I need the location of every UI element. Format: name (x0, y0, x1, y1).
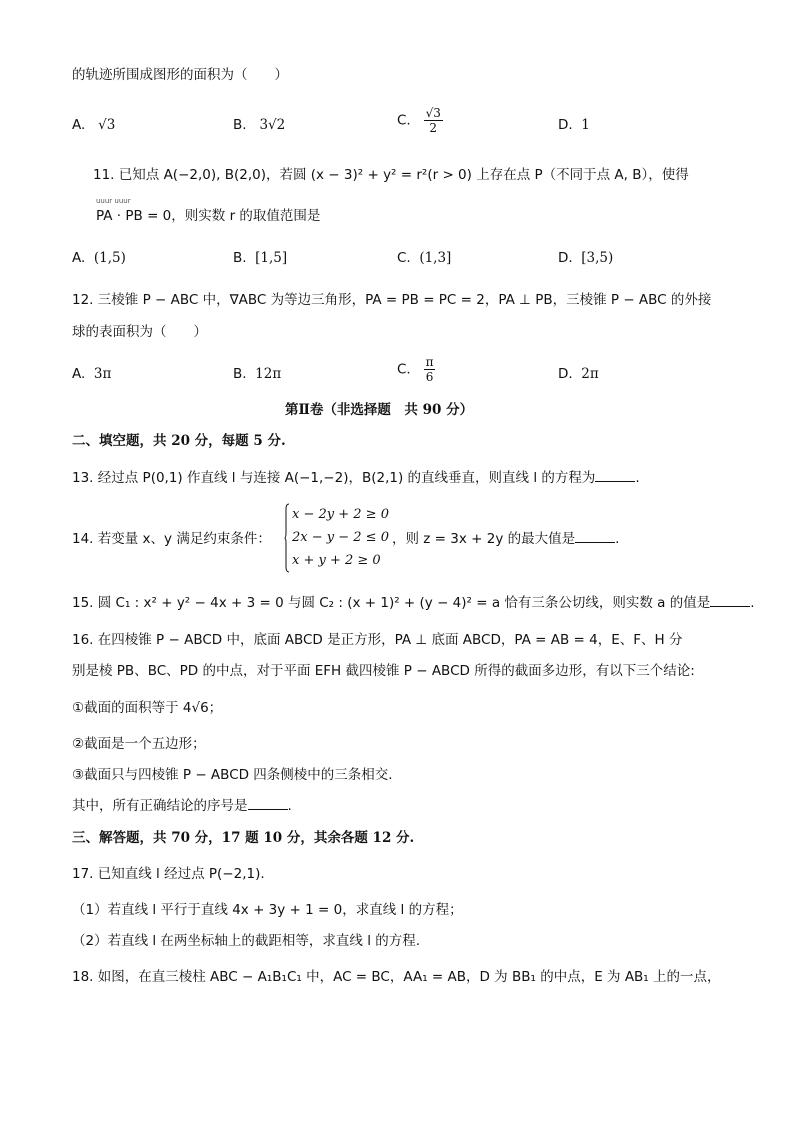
q12-option-b (233, 365, 281, 383)
q18-stem: 18. 如图，在直三棱柱 ABC − A₁B₁C₁ 中，AC = BC，AA₁ = AB，D 为 BB₁ 的中点，E 为 AB₁ 上的一点， (72, 969, 721, 985)
q15 (72, 594, 755, 612)
q12-line2: 球的表面积为（ ） (72, 324, 207, 340)
end-dot: . (615, 531, 620, 547)
option-letter: C. (397, 112, 411, 129)
answer-blank (595, 469, 635, 482)
q17-part1: （1）若直线 l 平行于直线 4x + 3y + 1 = 0，求直线 l 的方程； (72, 902, 463, 918)
fraction-denominator: 6 (425, 370, 434, 384)
question-number: 12. (72, 292, 94, 308)
question-text: 13. 经过点 P(0,1) 作直线 l 与连接 A(−1,−2)，B(2,1) 的直线垂直，则直线 l 的方程为 (72, 470, 596, 486)
q12-option-c (397, 355, 435, 384)
option-value: √3 (98, 117, 116, 133)
q12-option-d (558, 365, 599, 383)
fraction-numerator: π (425, 355, 434, 369)
q10-option-a (72, 116, 115, 134)
q11-vector-mark: uuur uuur (96, 197, 131, 205)
question-text: 15. 圆 C₁ : x² + y² − 4x + 3 = 0 与圆 C₂ : (x + 1)² + (y − 4)² = a 恰有三条公切线，则实数 a 的值是 (72, 595, 711, 611)
option-value: 2π (581, 366, 599, 382)
q11-option-a (72, 249, 126, 267)
q11-option-d (558, 249, 613, 267)
section2-title: 二、填空题，共 20 分，每题 5 分. (72, 433, 286, 449)
option-letter: A. (72, 250, 86, 266)
fraction-denominator: 2 (429, 121, 438, 135)
end-dot: . (750, 595, 755, 611)
q13 (72, 469, 640, 487)
q10-option-b (233, 116, 285, 134)
option-value: (1,3] (419, 250, 452, 266)
end-dot: . (635, 470, 640, 486)
constraint-3: x + y + 2 ≥ 0 (292, 553, 381, 568)
q10-stem-tail: 的轨迹所围成图形的面积为（ ） (72, 67, 288, 83)
q12-line1 (72, 291, 711, 309)
end-dot: . (287, 798, 292, 814)
question-number: 11. (93, 167, 115, 183)
q16-line1: 16. 在四棱锥 P − ABCD 中，底面 ABCD 是正方形，PA ⊥ 底面 ABCD，PA = AB = 4，E、F、H 分 (72, 632, 683, 648)
q16-conclusion-3: ③截面只与四棱锥 P − ABCD 四条侧棱中的三条相交. (72, 767, 393, 783)
answer-blank (248, 797, 288, 810)
option-value: 1 (581, 117, 590, 133)
option-letter: B. (233, 117, 247, 133)
question-text: 其中，所有正确结论的序号是 (72, 798, 248, 814)
q10-option-d (558, 116, 590, 134)
part2-title: 第Ⅱ卷（非选择题 共 90 分） (285, 402, 474, 418)
option-value: [1,5] (255, 250, 288, 266)
option-letter: C. (397, 250, 411, 266)
q11-line2: PA · PB = 0，则实数 r 的取值范围是 (96, 208, 321, 224)
option-letter: B. (233, 366, 247, 382)
option-letter: C. (397, 361, 411, 378)
option-letter: A. (72, 366, 86, 382)
option-value: 12π (255, 366, 282, 382)
option-value: [3,5) (581, 250, 614, 266)
q16-conclusion-1: ①截面的面积等于 4√6； (72, 700, 223, 716)
option-letter: B. (233, 250, 247, 266)
q11-line1 (93, 166, 689, 184)
constraint-2: 2x − y − 2 ≤ 0 (292, 530, 389, 545)
option-letter: A. (72, 117, 86, 133)
answer-blank (575, 530, 615, 543)
q11-option-c (397, 249, 451, 267)
question-text: 三棱锥 P − ABC 中，∇ABC 为等边三角形，PA = PB = PC = 2，PA ⊥ PB，三棱锥 P − ABC 的外接 (97, 292, 712, 308)
section3-title: 三、解答题，共 70 分，17 题 10 分，其余各题 12 分. (72, 830, 415, 846)
q10-option-c (397, 106, 443, 135)
option-letter: D. (558, 117, 573, 133)
q14-prefix: 14. 若变量 x、y 满足约束条件： (72, 531, 271, 547)
q17-part2: （2）若直线 l 在两坐标轴上的截距相等，求直线 l 的方程. (72, 933, 421, 949)
question-text: 已知点 A(−2,0), B(2,0)，若圆 (x − 3)² + y² = r²(r > 0) 上存在点 P（不同于点 A, B），使得 (118, 167, 689, 183)
q17-stem: 17. 已知直线 l 经过点 P(−2,1). (72, 866, 265, 882)
constraint-1: x − 2y + 2 ≥ 0 (292, 507, 389, 522)
q16-ask (72, 797, 292, 815)
option-value: 3√2 (259, 117, 286, 133)
q12-option-a (72, 365, 111, 383)
option-value: (1,5) (93, 250, 126, 266)
answer-blank (710, 594, 750, 607)
left-brace-icon (284, 503, 290, 573)
option-letter: D. (558, 250, 573, 266)
q16-line2: 别是棱 PB、BC、PD 的中点，对于平面 EFH 截四棱锥 P − ABCD 所得的截面多边形，有以下三个结论: (72, 663, 695, 679)
option-letter: D. (558, 366, 573, 382)
q11-option-b (233, 249, 287, 267)
question-text: ，则 z = 3x + 2y 的最大值是 (392, 531, 576, 547)
option-value: 3π (93, 366, 112, 382)
fraction (424, 355, 436, 384)
q16-conclusion-2: ②截面是一个五边形； (72, 736, 206, 752)
fraction-numerator: √3 (425, 106, 441, 120)
fraction (424, 106, 443, 135)
q14-suffix (392, 530, 619, 548)
